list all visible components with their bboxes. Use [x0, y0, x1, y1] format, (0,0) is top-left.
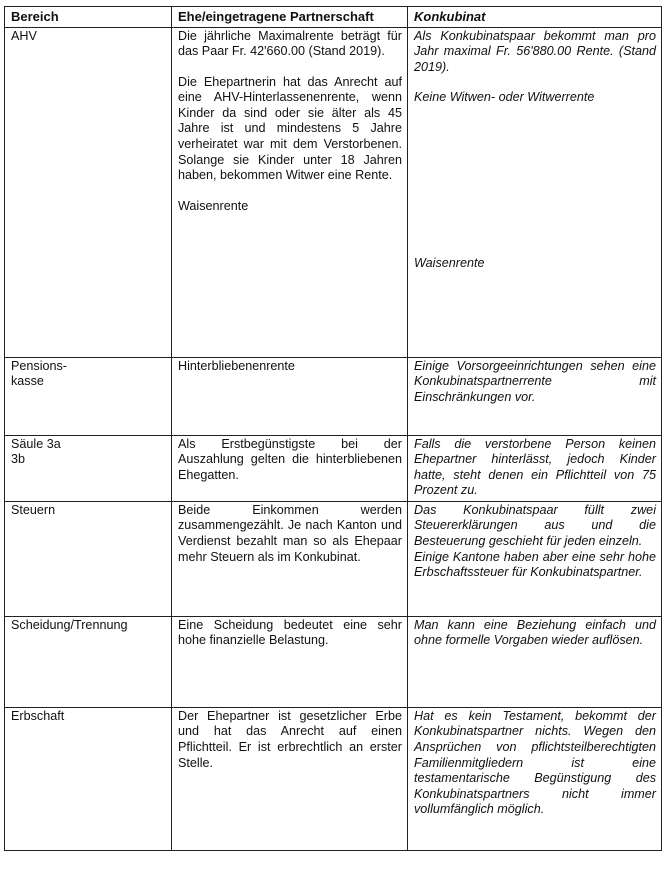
area-label: Erbschaft — [11, 708, 65, 723]
konkubinat-text: Keine Witwen- oder Witwerrente — [414, 90, 595, 105]
area-label: Pensions- — [11, 358, 68, 373]
konkubinat-cell — [408, 27, 662, 357]
comparison-table — [4, 6, 662, 851]
header-ehe: Ehe/eingetragene Partnerschaft — [172, 7, 408, 28]
konkubinat-text: Falls die verstorbene Person keinen Ehepartner hinterlässt, jedoch Kinder hatte, steht denen ein Pflichtteil von 75 Prozent zu. — [414, 436, 656, 498]
konkubinat-cell — [408, 357, 662, 435]
ehe-text: Hinterbliebenenrente — [178, 358, 295, 373]
konkubinat-text: Waisenrente — [414, 255, 485, 270]
area-label: Scheidung/Trennung — [11, 617, 128, 632]
header-bereich: Bereich — [5, 7, 172, 28]
konkubinat-text: Man kann eine Beziehung einfach und ohne formelle Vorgaben wieder auflösen. — [414, 617, 656, 648]
area-cell — [5, 357, 172, 435]
konkubinat-cell — [408, 707, 662, 850]
konkubinat-text: Hat es kein Testament, bekommt der Konkubinatspartner nichts. Wegen den Ansprüchen von pflichtsteilberechtigten Familienmitgliedern ist eine testamentarische Begünstigung des Konkubinatspartners nicht immer vollumfänglich möglich. — [414, 708, 656, 817]
ehe-cell — [172, 501, 408, 616]
area-label: AHV — [11, 28, 37, 43]
konkubinat-text: Einige Vorsorgeeinrichtungen sehen eine Konkubinatspartnerrente mit Einschränkungen vor. — [414, 358, 656, 404]
ehe-text: Der Ehepartner ist gesetzlicher Erbe und hat das Anrecht auf einen Pflichtteil. Er ist erbrechtlich an erster Stelle. — [178, 708, 402, 770]
area-label: 3b — [11, 452, 26, 467]
konkubinat-text: Als Konkubinatspaar bekommt man pro Jahr maximal Fr. 56'880.00 Rente. (Stand 2019). — [414, 28, 656, 74]
header-konkubinat: Konkubinat — [408, 7, 662, 28]
ehe-cell — [172, 707, 408, 850]
konkubinat-text: Das Konkubinatspaar füllt zwei Steuererklärungen aus und die Besteuerung geschieht für jeden einzeln. — [414, 502, 656, 549]
konkubinat-cell — [408, 501, 662, 616]
ehe-cell — [172, 616, 408, 707]
table-row-scheidung — [5, 616, 662, 707]
table-row-pensionskasse — [5, 357, 662, 435]
area-cell — [5, 27, 172, 357]
konkubinat-text: Einige Kantone haben aber eine sehr hohe Erbschaftssteuer für Konkubinatspartner. — [414, 549, 656, 580]
table-row-erbschaft — [5, 707, 662, 850]
table-row-saeule3 — [5, 435, 662, 501]
area-label: kasse — [11, 374, 44, 389]
ehe-text: Waisenrente — [178, 198, 249, 213]
area-cell — [5, 435, 172, 501]
ehe-cell — [172, 435, 408, 501]
ehe-text: Eine Scheidung bedeutet eine sehr hohe finanzielle Belastung. — [178, 617, 402, 648]
konkubinat-cell — [408, 435, 662, 501]
area-cell — [5, 616, 172, 707]
table-row-steuern — [5, 501, 662, 616]
area-cell — [5, 707, 172, 850]
ehe-cell — [172, 27, 408, 357]
header-row — [5, 7, 662, 28]
ehe-cell — [172, 357, 408, 435]
table-row-ahv — [5, 27, 662, 357]
ehe-text: Die Ehepartnerin hat das Anrecht auf eine AHV-Hinterlassenenrente, wenn Kinder da sind oder sie älter als 45 Jahre ist und mindestens 5 Jahre verheiratet war mit dem Verstorbenen. Solange sie Kinder unter 18 Jahren haben, bekommen Witwer eine Rente. — [178, 74, 402, 183]
ehe-text: Die jährliche Maximalrente beträgt für das Paar Fr. 42'660.00 (Stand 2019). — [178, 28, 402, 59]
area-cell — [5, 501, 172, 616]
konkubinat-cell — [408, 616, 662, 707]
ehe-text: Als Erstbegünstigste bei der Auszahlung gelten die hinterbliebenen Ehegatten. — [178, 436, 402, 482]
ehe-text: Beide Einkommen werden zusammengezählt. Je nach Kanton und Verdienst bezahlt man so als Ehepaar mehr Steuern als im Konkubinat. — [178, 502, 402, 564]
area-label: Säule 3a — [11, 436, 61, 451]
area-label: Steuern — [11, 502, 56, 517]
